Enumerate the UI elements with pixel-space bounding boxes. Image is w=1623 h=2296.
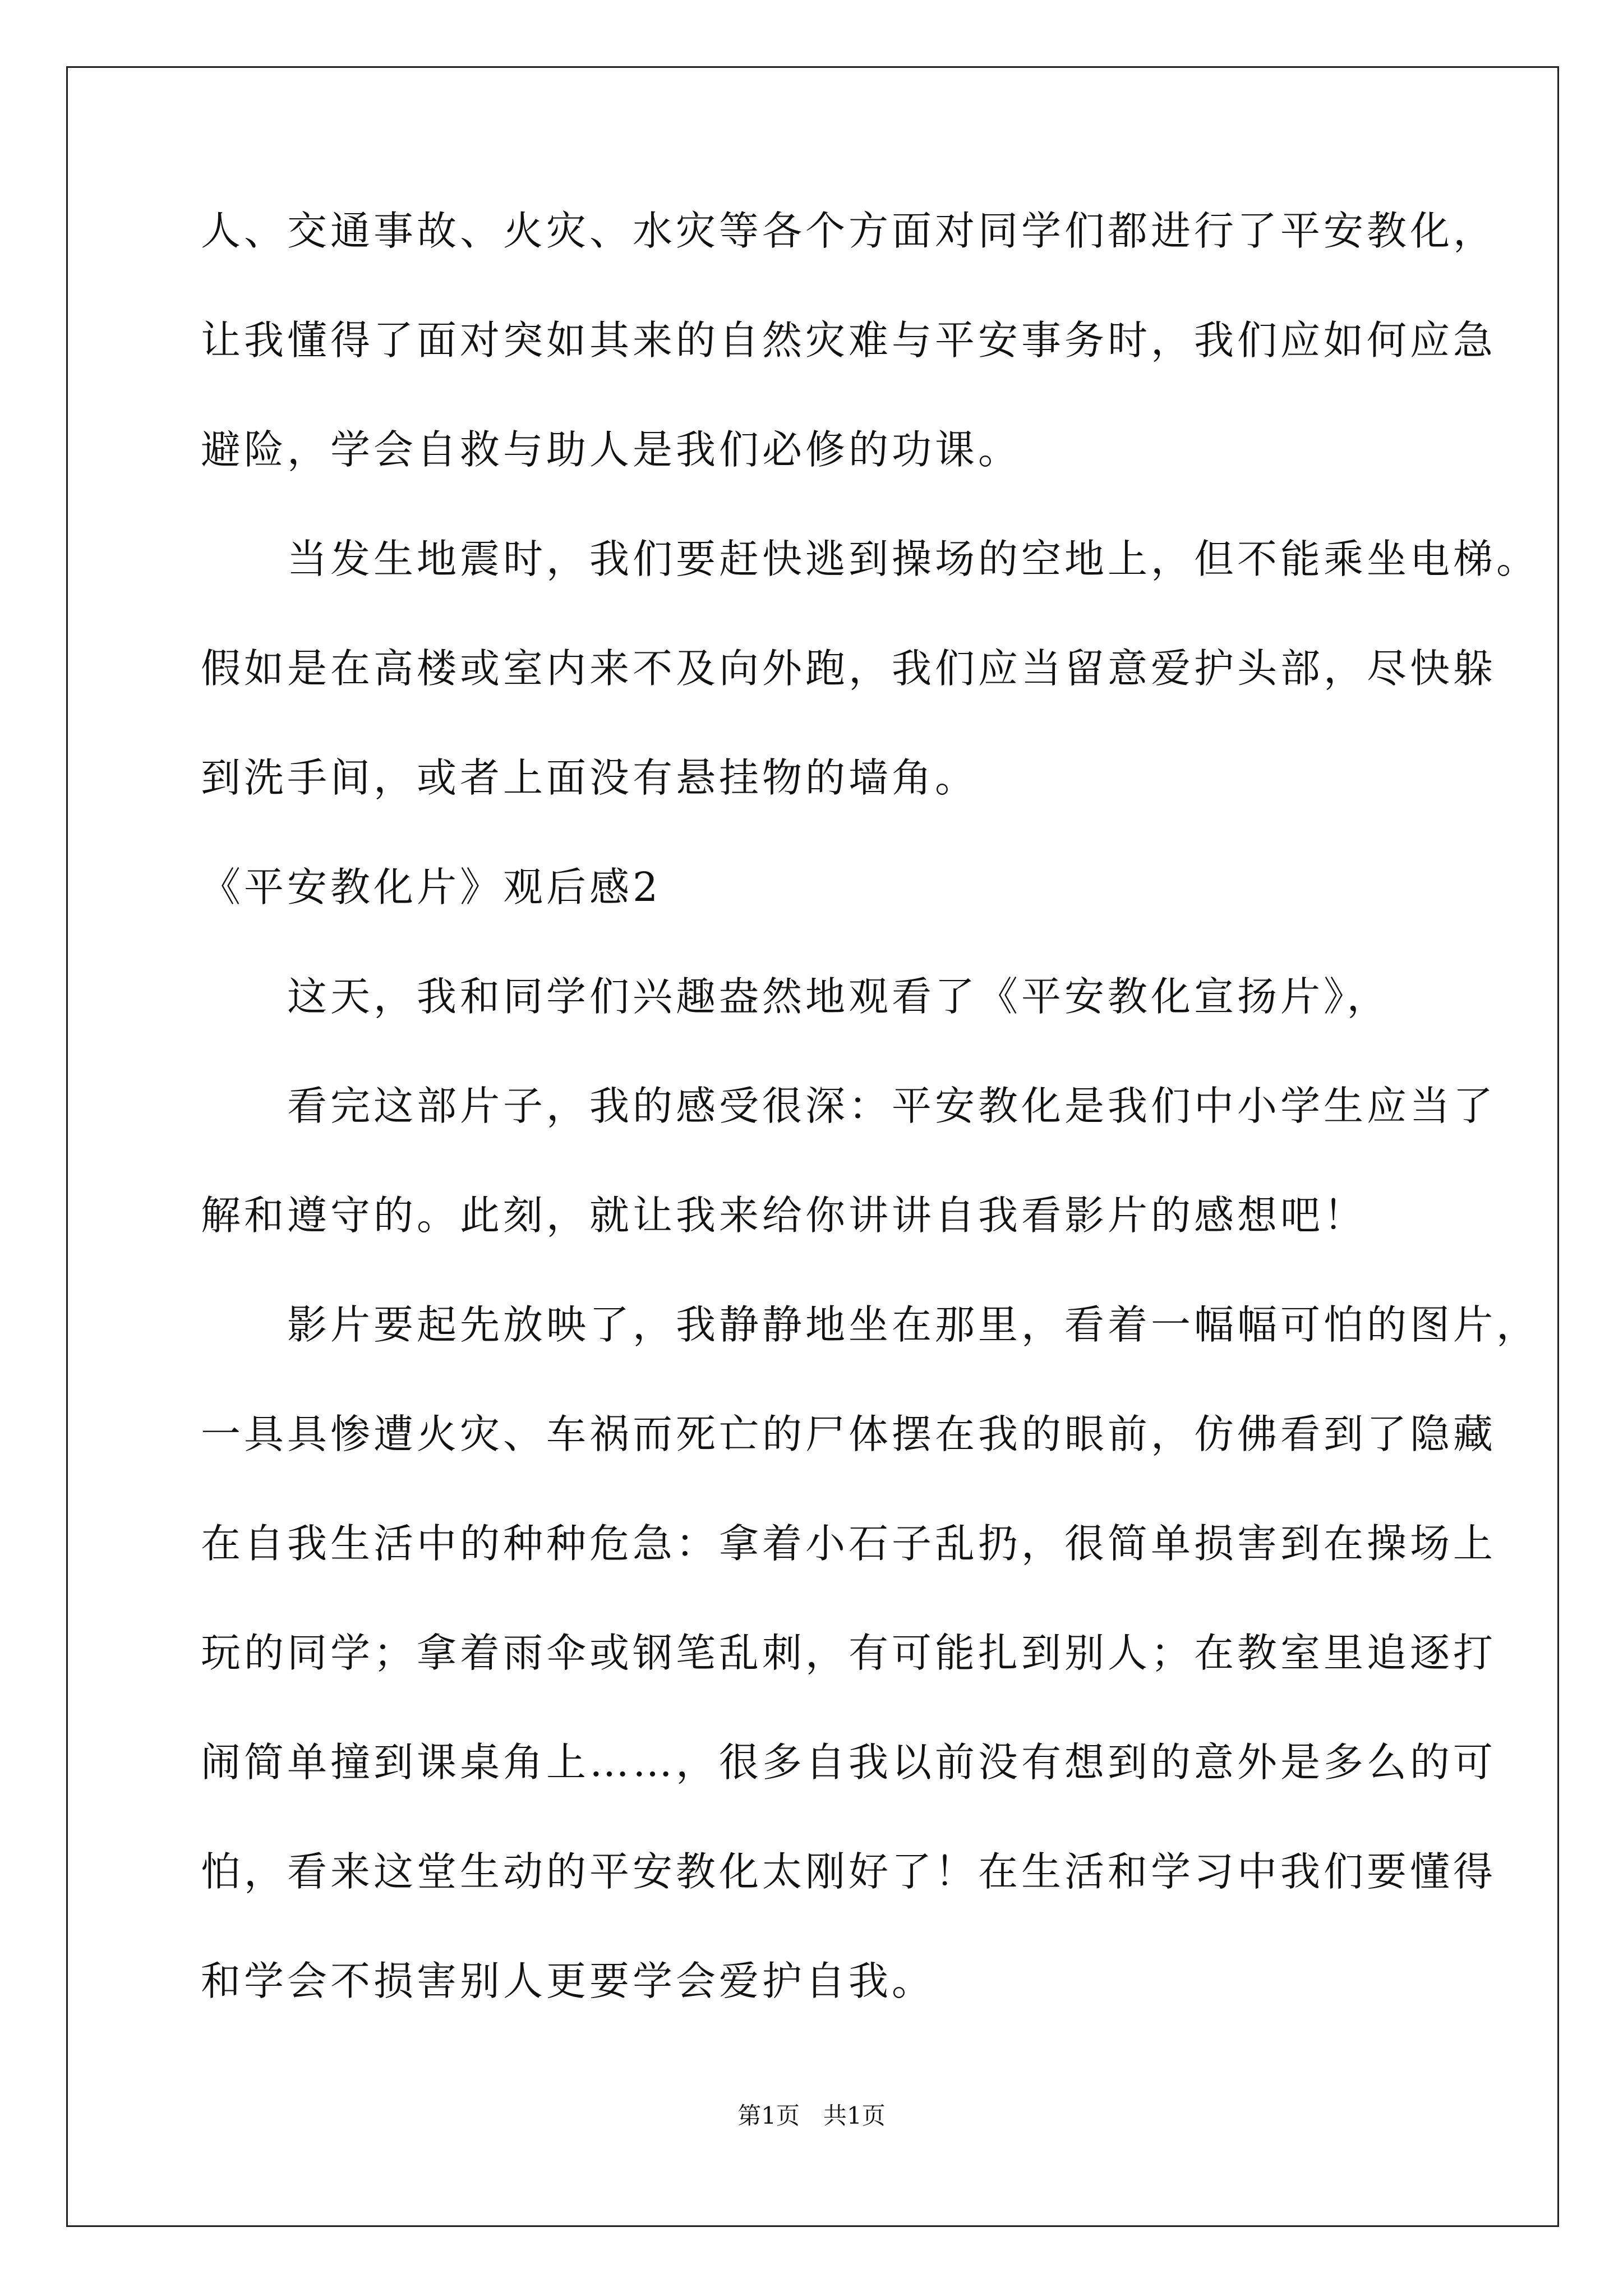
text-line: 一具具惨遭火灾、车祸而死亡的尸体摆在我的眼前，仿佛看到了隐藏 xyxy=(201,1411,1497,1457)
page-number-footer: 第1页 共1页 xyxy=(737,2102,886,2129)
text-line: 让我懂得了面对突如其来的自然灾难与平安事务时，我们应如何应急 xyxy=(201,317,1497,364)
section-heading: 《平安教化片》观后感2 xyxy=(201,864,662,910)
text-line: 在自我生活中的种种危急：拿着小石子乱扔，很简单损害到在操场上 xyxy=(201,1520,1497,1567)
text-line: 玩的同学；拿着雨伞或钢笔乱刺，有可能扎到别人；在教室里追逐打 xyxy=(201,1630,1497,1676)
text-line: 解和遵守的。此刻，就让我来给你讲讲自我看影片的感想吧！ xyxy=(201,1192,1367,1239)
text-line: 人、交通事故、火灾、水灾等各个方面对同学们都进行了平安教化， xyxy=(201,208,1497,254)
text-line: 到洗手间，或者上面没有悬挂物的墙角。 xyxy=(201,754,979,801)
text-line: 影片要起先放映了，我静静地坐在那里，看着一幅幅可怕的图片， xyxy=(201,1301,1540,1348)
text-line: 怕，看来这堂生动的平安教化太刚好了！在生活和学习中我们要懂得 xyxy=(201,1848,1497,1895)
text-line: 假如是在高楼或室内来不及向外跑，我们应当留意爱护头部，尽快躲 xyxy=(201,645,1497,692)
text-line: 闹简单撞到课桌角上……，很多自我以前没有想到的意外是多么的可 xyxy=(201,1739,1497,1786)
text-line: 这天，我和同学们兴趣盎然地观看了《平安教化宣扬片》， xyxy=(201,973,1390,1020)
text-line: 当发生地震时，我们要赶快逃到操场的空地上，但不能乘坐电梯。 xyxy=(201,536,1540,582)
text-line: 避险，学会自救与助人是我们必修的功课。 xyxy=(201,426,1022,473)
text-line: 和学会不损害别人更要学会爱护自我。 xyxy=(201,1958,935,2004)
text-line: 看完这部片子，我的感受很深：平安教化是我们中小学生应当了 xyxy=(201,1083,1497,1129)
page-border xyxy=(66,66,1559,2227)
